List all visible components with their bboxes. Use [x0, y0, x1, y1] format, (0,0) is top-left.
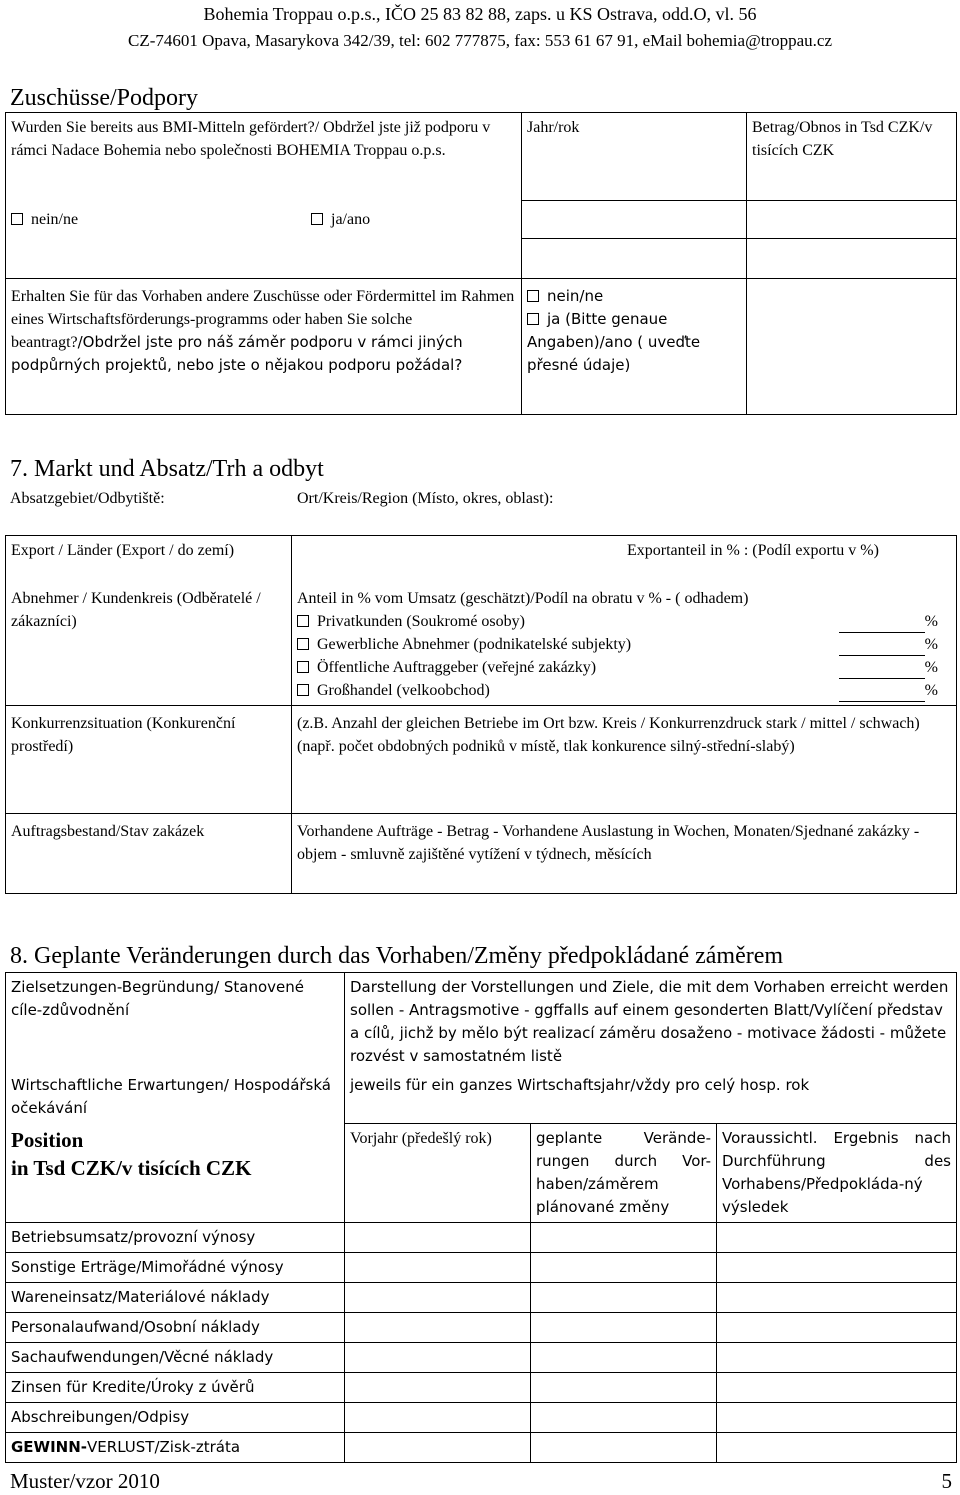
cell[interactable] [717, 1402, 957, 1432]
footer-label: Muster/vzor 2010 [10, 1469, 160, 1493]
position-header [6, 1123, 345, 1222]
position-sub: in Tsd CZK/v tisících CZK [11, 1156, 252, 1180]
amount-cell-1[interactable] [747, 201, 957, 239]
cell[interactable] [717, 1252, 957, 1282]
subsidy-question-1: Wurden Sie bereits aus BMI-Mitteln gefördert?/ Obdržel jste již podporu v rámci Nadace Bohemia nebo společnosti BOHEMIA Troppau o.p.s. [6, 113, 522, 201]
option-no[interactable]: nein/ne [11, 208, 311, 231]
amount-cell-2[interactable] [747, 239, 957, 279]
cell[interactable] [345, 1252, 531, 1282]
changes-table [5, 972, 957, 1463]
row-label-profit-loss: GEWINN-VERLUST/Zisk-ztráta [6, 1432, 345, 1462]
subsidies-table [5, 112, 957, 415]
cell[interactable] [531, 1342, 717, 1372]
market-table [5, 535, 957, 894]
checkbox-icon[interactable] [297, 615, 309, 627]
page-number: 5 [941, 1469, 952, 1493]
option-yes[interactable]: ja/ano [311, 208, 370, 231]
percent-input[interactable] [839, 685, 925, 702]
cell[interactable] [717, 1282, 957, 1312]
checkbox-icon[interactable] [297, 661, 309, 673]
cell[interactable] [717, 1222, 957, 1252]
row-label: Zinsen für Kredite/Úroky z úvěrů [6, 1372, 345, 1402]
export-share: Exportanteil in % : (Podíl exportu v %) [292, 536, 957, 584]
area-region-label: Ort/Kreis/Region (Místo, okres, oblast): [297, 490, 554, 507]
section-title-subsidies: Zuschüsse/Podpory [10, 85, 198, 111]
cell[interactable] [717, 1372, 957, 1402]
col-expected-result: Voraussichtl. Ergebnis nach Durchführung des Vorhabens/Předpokláda-ný výsledek [717, 1123, 957, 1222]
row-label: Betriebsumsatz/provozní výnosy [6, 1222, 345, 1252]
customer-type-row: Gewerbliche Abnehmer (podnikatelské subjekty) % [297, 633, 938, 656]
cell[interactable] [345, 1402, 531, 1432]
checkbox-icon[interactable] [11, 213, 23, 225]
competition-label: Konkurrenzsituation (Konkurenční prostředí) [6, 706, 292, 814]
customer-type-row: Öffentliche Auftraggeber (veřejné zakázky) % [297, 656, 938, 679]
competition-text: (z.B. Anzahl der gleichen Betriebe im Ort bzw. Kreis / Konkurrenzdruck stark / mittel / schwach) (např. počet obdobných podniků v místě, tlak konkurence silný-střední-slabý) [292, 706, 957, 814]
checkbox-icon[interactable] [297, 684, 309, 696]
cell[interactable] [531, 1312, 717, 1342]
checkbox-icon[interactable] [527, 290, 539, 302]
customers-intro: Anteil in % vom Umsatz (geschätzt)/Podíl na obratu v % - ( odhadem) [297, 589, 749, 607]
orders-text: Vorhandene Aufträge - Betrag - Vorhandene Auslastung in Wochen, Monaten/Sjednané zakázky - objem - smluvně zajištěné vytížení v týdnech, měsících [292, 814, 957, 894]
customer-type-row: Privatkunden (Soukromé osoby) % [297, 610, 938, 633]
subsidy-options [6, 201, 522, 279]
cell[interactable] [531, 1432, 717, 1462]
cell[interactable] [345, 1222, 531, 1252]
cell[interactable] [531, 1222, 717, 1252]
subsidy-q2-options [522, 279, 747, 415]
checkbox-icon[interactable] [527, 313, 539, 325]
cell[interactable] [717, 1342, 957, 1372]
percent-input[interactable] [839, 639, 925, 656]
col-prev-year: Vorjahr (předešlý rok) [345, 1123, 531, 1222]
checkbox-icon[interactable] [297, 638, 309, 650]
col-year-header: Jahr/rok [522, 113, 747, 201]
cell[interactable] [345, 1432, 531, 1462]
cell[interactable] [717, 1312, 957, 1342]
orders-label: Auftragsbestand/Stav zakázek [6, 814, 292, 894]
goals-label: Zielsetzungen-Begründung/ Stanovené cíle-zdůvodnění [6, 973, 345, 1072]
cell[interactable] [345, 1342, 531, 1372]
q2-option-yes[interactable]: ja (Bitte genaue Angaben)/ano ( uveďte přesné údaje) [527, 310, 701, 374]
row-label: Personalaufwand/Osobní náklady [6, 1312, 345, 1342]
area-label: Absatzgebiet/Odbytiště: [10, 490, 165, 507]
q2-detail-cell[interactable] [747, 279, 957, 415]
row-label: Wareneinsatz/Materiálové náklady [6, 1282, 345, 1312]
col-amount-header: Betrag/Obnos in Tsd CZK/v tisících CZK [747, 113, 957, 201]
cell[interactable] [531, 1282, 717, 1312]
expectations-label: Wirtschaftliche Erwartungen/ Hospodářská očekávání [6, 1071, 345, 1123]
subsidy-question-2: Erhalten Sie für das Vorhaben andere Zuschüsse oder Fördermittel im Rahmen eines Wirtschaftsförderungs-programms oder haben Sie solche beantragt?/Obdržel jste pro náš záměr podporu v rámci jiných podpůrných projektů, nebo jste o nějakou podporu požádal? [6, 279, 522, 415]
position-label: Position [11, 1128, 84, 1152]
q2-option-no[interactable]: nein/ne [527, 285, 741, 308]
export-label: Export / Länder (Export / do zemí) [6, 536, 292, 584]
cell[interactable] [345, 1372, 531, 1402]
col-planned-changes: geplante Verände-rungen durch Vor-haben/záměrem plánované změny [531, 1123, 717, 1222]
year-cell-2[interactable] [522, 239, 747, 279]
header-line-1: Bohemia Troppau o.p.s., IČO 25 83 82 88, zaps. u KS Ostrava, odd.O, vl. 56 [203, 4, 757, 24]
customers-shares [292, 584, 957, 706]
checkbox-icon[interactable] [311, 213, 323, 225]
row-label: Sonstige Erträge/Mimořádné výnosy [6, 1252, 345, 1282]
cell[interactable] [717, 1432, 957, 1462]
section-title-market: 7. Markt und Absatz/Trh a odbyt [10, 456, 324, 482]
percent-input[interactable] [839, 662, 925, 679]
cell[interactable] [531, 1252, 717, 1282]
cell[interactable] [345, 1312, 531, 1342]
section-title-changes: 8. Geplante Veränderungen durch das Vorhaben/Změny předpokládané záměrem [10, 943, 784, 969]
cell[interactable] [531, 1372, 717, 1402]
row-label: Sachaufwendungen/Věcné náklady [6, 1342, 345, 1372]
cell[interactable] [345, 1282, 531, 1312]
year-cell-1[interactable] [522, 201, 747, 239]
cell[interactable] [531, 1402, 717, 1432]
customers-label: Abnehmer / Kundenkreis (Odběratelé / zákazníci) [6, 584, 292, 706]
row-label: Abschreibungen/Odpisy [6, 1402, 345, 1432]
expectations-text: jeweils für ein ganzes Wirtschaftsjahr/vždy pro celý hosp. rok [345, 1071, 957, 1123]
percent-input[interactable] [839, 616, 925, 633]
customer-type-row: Großhandel (velkoobchod) % [297, 679, 938, 702]
goals-text: Darstellung der Vorstellungen und Ziele, die mit dem Vorhaben erreicht werden sollen - Antragsmotive - ggffalls auf einem gesonderten Blatt/Vylíčení představ a cílů, jichž by mělo být realizací záměru dosaženo - motivace žádosti - můžete rozvést v samostatném listě [345, 973, 957, 1072]
header-line-2: CZ-74601 Opava, Masarykova 342/39, tel: 602 777875, fax: 553 61 67 91, eMail bohemia@troppau.cz [127, 31, 832, 50]
